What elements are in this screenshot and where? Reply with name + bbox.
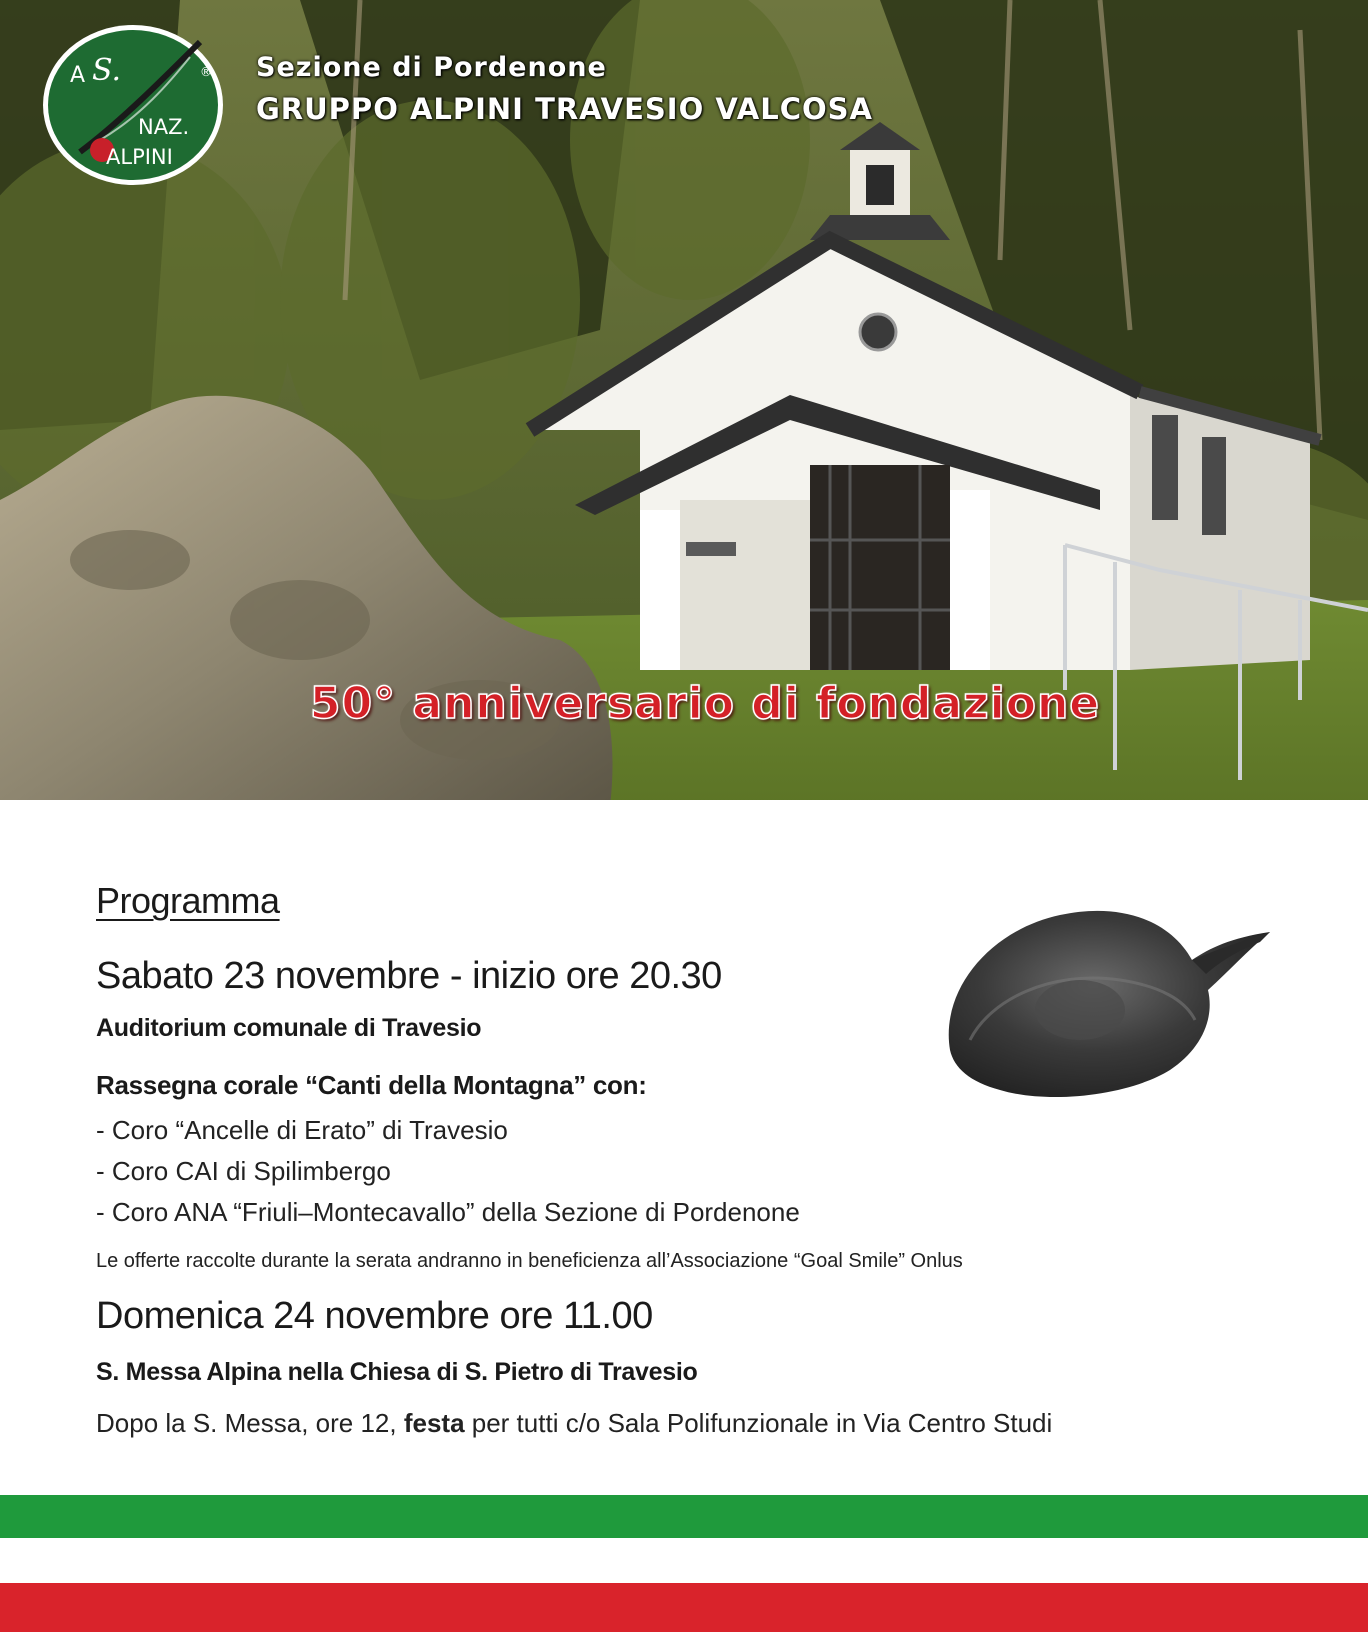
saturday-venue: Auditorium comunale di Travesio bbox=[96, 1014, 482, 1042]
logo-text-a: A bbox=[70, 63, 86, 88]
saturday-heading: Sabato 23 novembre - inizio ore 20.30 bbox=[96, 955, 722, 997]
logo-text-alpini: ALPINI bbox=[106, 145, 173, 169]
sunday-after-mass bbox=[96, 1408, 1052, 1439]
section-name: Sezione di Pordenone bbox=[256, 52, 607, 83]
flag-green-stripe bbox=[0, 1495, 1368, 1538]
anniversary-title: 50° anniversario di fondazione bbox=[309, 678, 1101, 729]
choir-item: - Coro “Ancelle di Erato” di Travesio bbox=[96, 1115, 508, 1145]
choir-item: - Coro ANA “Friuli–Montecavallo” della Sezione di Pordenone bbox=[96, 1197, 800, 1227]
sunday-mass: S. Messa Alpina nella Chiesa di S. Pietro di Travesio bbox=[96, 1358, 698, 1386]
ana-logo bbox=[40, 22, 226, 188]
italian-flag-band bbox=[0, 1495, 1368, 1632]
saturday-event: Rassegna corale “Canti della Montagna” con: bbox=[96, 1070, 647, 1100]
choir-item: - Coro CAI di Spilimbergo bbox=[96, 1156, 391, 1186]
charity-note: Le offerte raccolte durante la serata andranno in beneficienza all’Associazione “Goal Smile” Onlus bbox=[96, 1250, 963, 1272]
group-name: GRUPPO ALPINI TRAVESIO VALCOSA bbox=[256, 92, 873, 126]
program-title: Programma bbox=[96, 880, 280, 921]
flag-red-stripe bbox=[0, 1583, 1368, 1632]
after-festa: festa bbox=[403, 1408, 465, 1438]
flag-white-stripe bbox=[0, 1538, 1368, 1583]
alpine-hat-icon bbox=[930, 890, 1280, 1120]
sunday-heading: Domenica 24 novembre ore 11.00 bbox=[96, 1295, 653, 1337]
logo-monogram: S. bbox=[92, 53, 122, 88]
after-prefix: Dopo la S. Messa, ore 12, bbox=[96, 1408, 404, 1438]
registered-mark: ® bbox=[200, 65, 212, 79]
after-suffix: per tutti c/o Sala Polifunzionale in Via Centro Studi bbox=[464, 1408, 1053, 1438]
logo-text-naz: NAZ. bbox=[138, 115, 190, 139]
hero-photo bbox=[0, 0, 1368, 806]
